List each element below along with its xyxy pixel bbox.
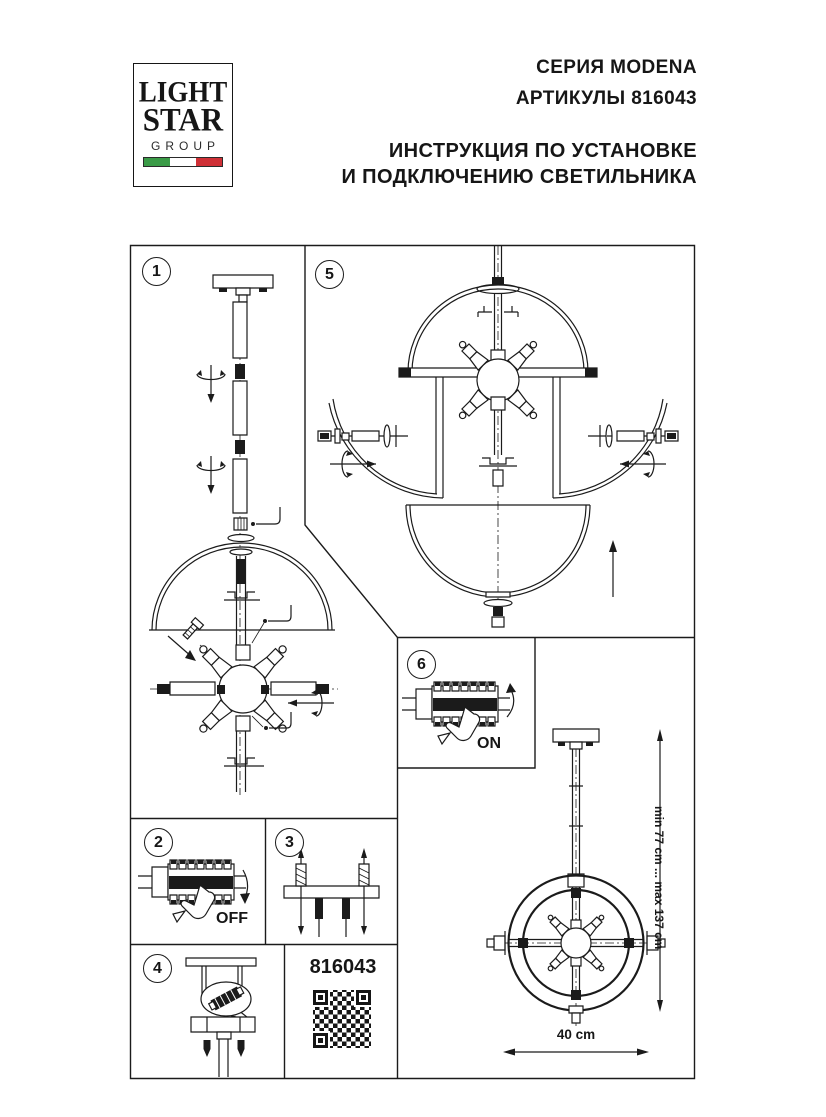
step1-rod-assembly-drawing xyxy=(149,275,338,795)
hex-key-icon xyxy=(251,507,280,526)
step-1-label: 1 xyxy=(152,262,161,280)
step-number-5 xyxy=(315,260,344,289)
qr-finder-icon xyxy=(313,1033,328,1048)
off-label: OFF xyxy=(216,910,248,927)
side-screw-right xyxy=(588,425,678,447)
width-dimension-label: 40 cm xyxy=(556,1027,596,1042)
step5-sphere-assembly-drawing xyxy=(318,246,678,627)
hex-key-icon xyxy=(252,605,291,643)
step-2-label: 2 xyxy=(154,833,163,851)
step-number-6 xyxy=(407,650,436,679)
series-title: СЕРИЯ MODENA xyxy=(536,57,697,78)
article-title: АРТИКУЛЫ 816043 xyxy=(515,88,697,109)
screw-icon xyxy=(181,618,203,641)
step-3-label: 3 xyxy=(285,833,294,851)
instruction-title-line2: И ПОДКЛЮЧЕНИЮ СВЕТИЛЬНИКА xyxy=(341,166,697,188)
instruction-title-line1: ИНСТРУКЦИЯ ПО УСТАНОВКЕ xyxy=(388,140,697,162)
on-label: ON xyxy=(477,735,501,752)
step-4-label: 4 xyxy=(153,959,162,977)
logo-star: STAR xyxy=(142,101,224,138)
qr-code xyxy=(313,990,371,1048)
step-6-label: 6 xyxy=(417,655,426,673)
step-number-4 xyxy=(143,954,172,983)
step-number-3 xyxy=(275,828,304,857)
step4-ceiling-mount-drawing xyxy=(186,958,256,1077)
qr-finder-icon xyxy=(356,990,371,1005)
qr-finder-icon xyxy=(313,990,328,1005)
logo-group: GROUP xyxy=(150,139,220,153)
height-dimension-label: min 77 cm ... max 137 cm xyxy=(652,806,666,950)
logo-light: LIGHT xyxy=(138,75,228,109)
step-number-2 xyxy=(144,828,173,857)
step-5-label: 5 xyxy=(325,265,334,283)
step-number-1 xyxy=(142,257,171,286)
assembled-fixture-drawing xyxy=(487,729,665,1056)
article-number-label: 816043 xyxy=(309,956,377,978)
side-screw-left xyxy=(318,425,408,447)
step3-bracket-drawing xyxy=(284,848,379,937)
width-dimension-line xyxy=(503,1049,649,1056)
